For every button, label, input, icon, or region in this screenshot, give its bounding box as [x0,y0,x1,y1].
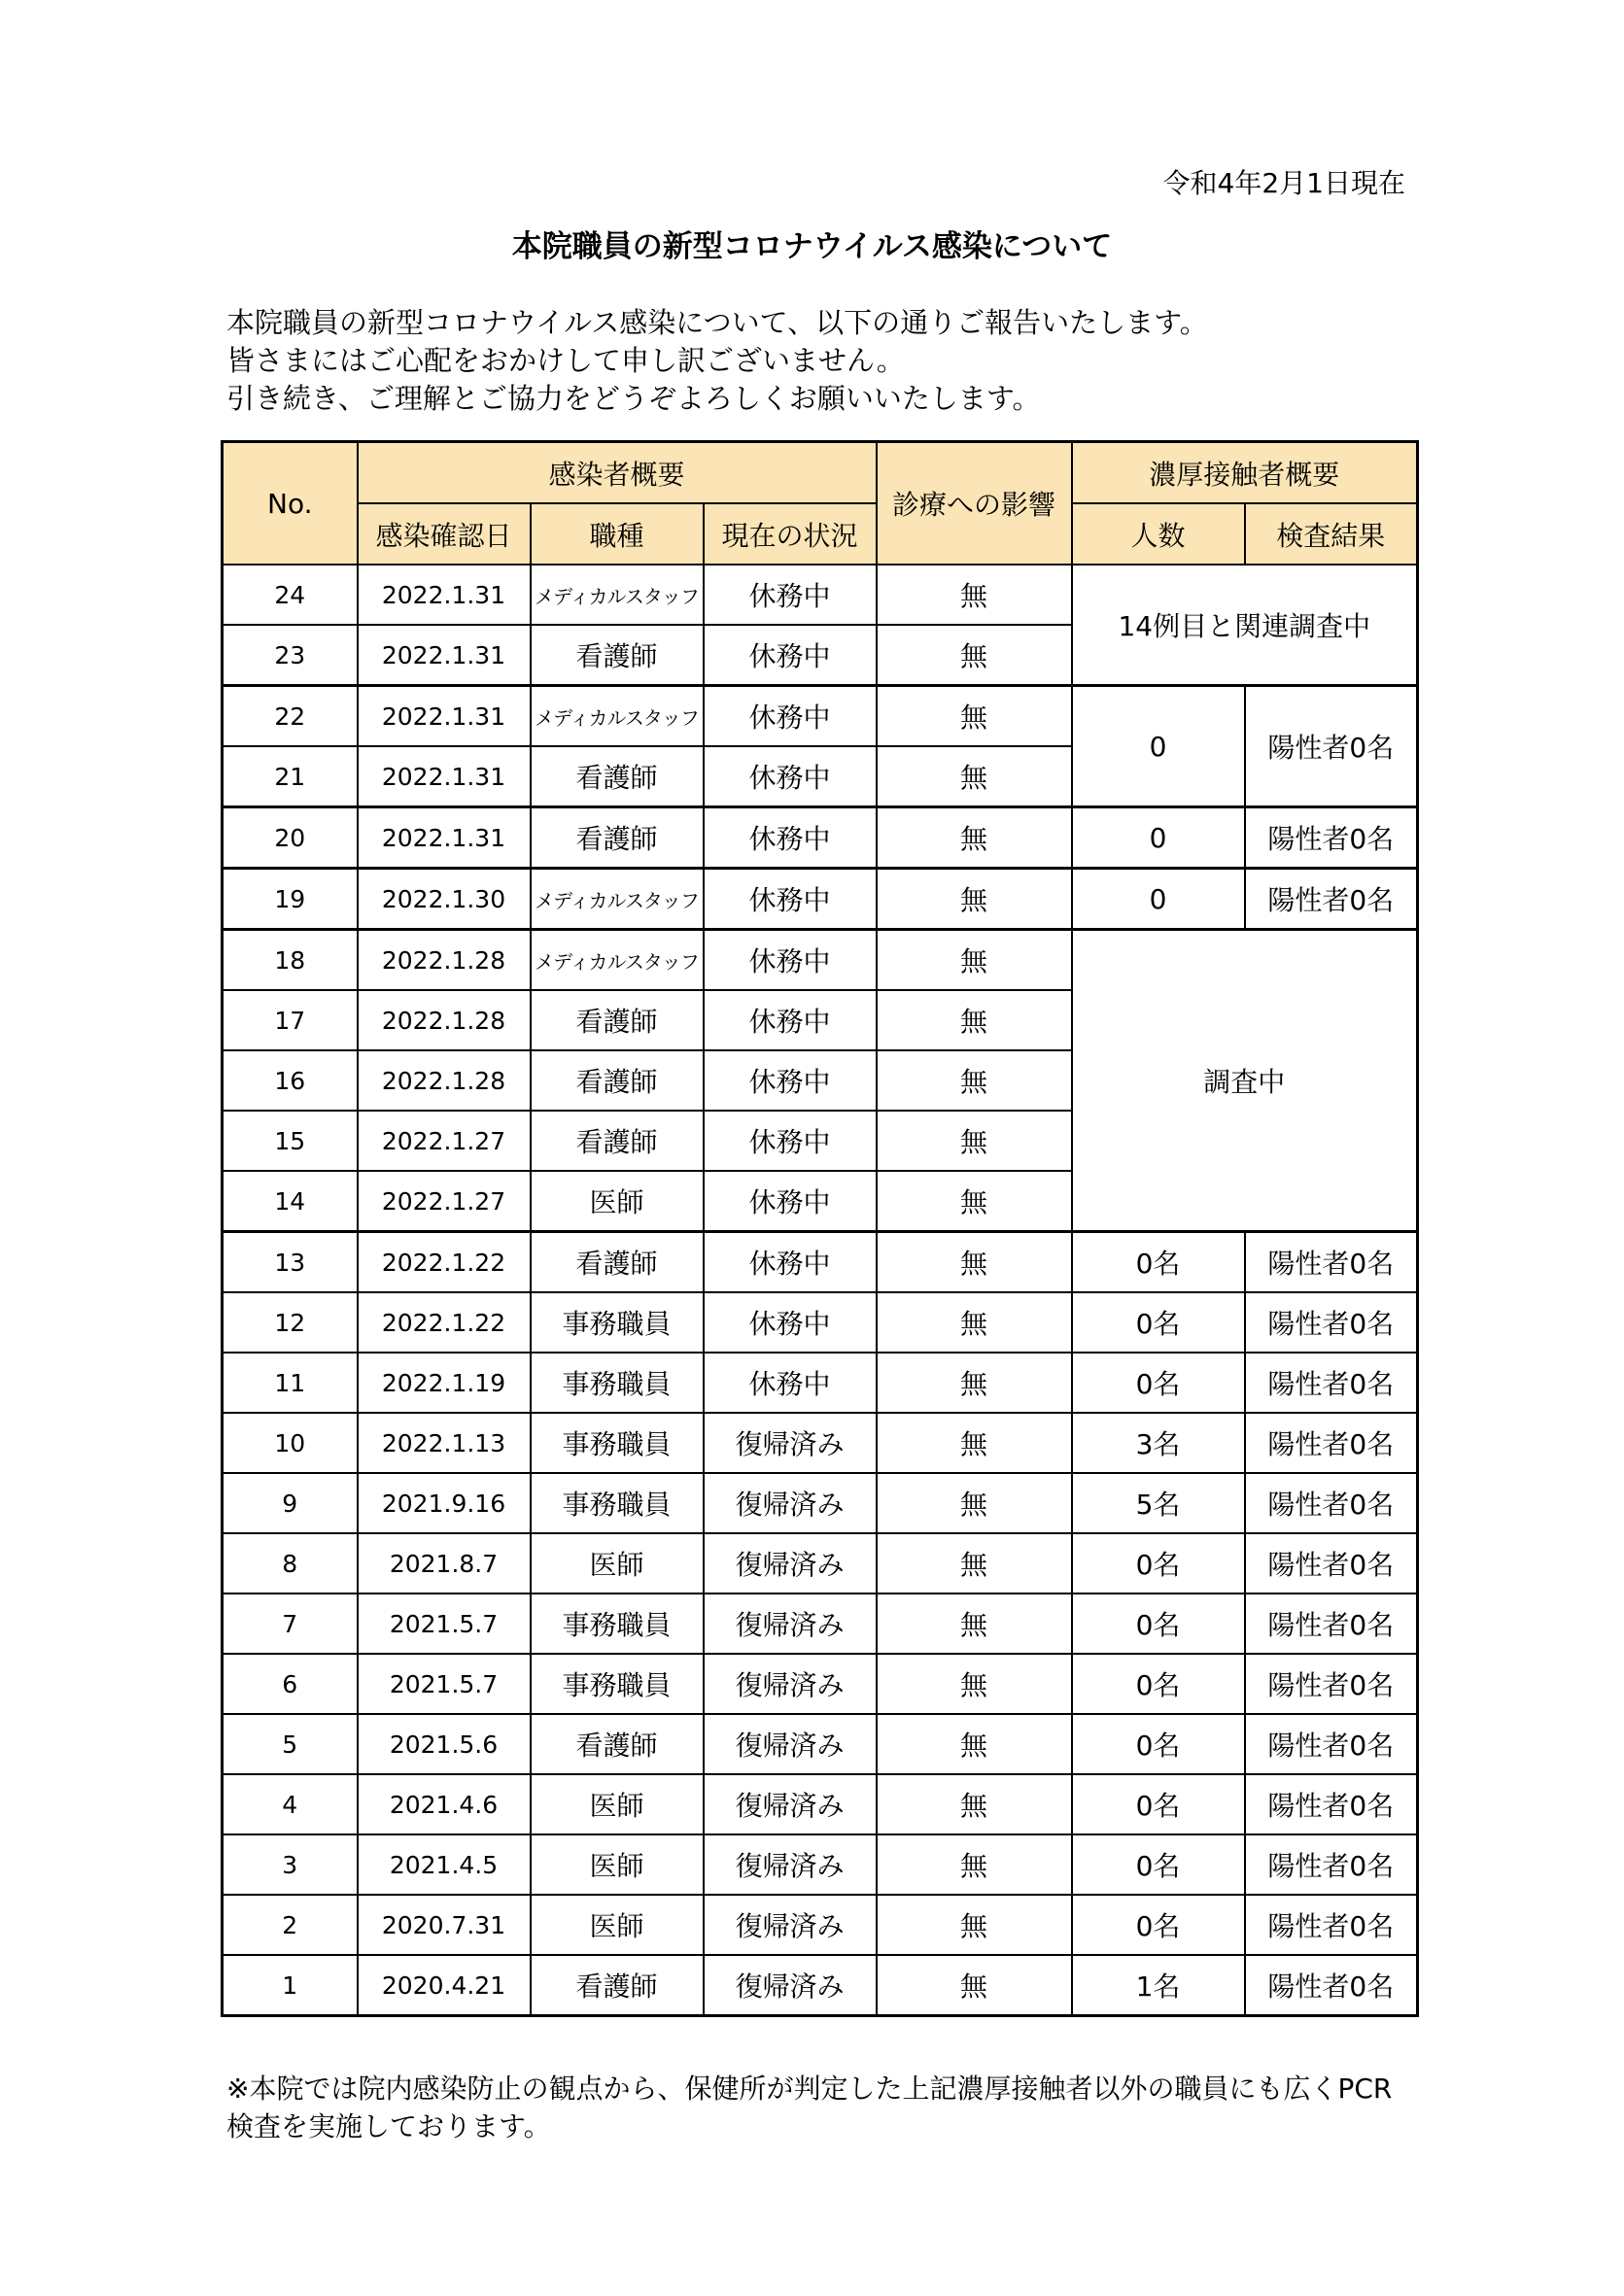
table-row [223,1593,1418,1654]
table-header [223,442,1418,565]
cell-confirm-date: 2022.1.28 [358,930,531,991]
cell-status: 休務中 [704,1050,877,1111]
cell-count: 0名 [1072,1895,1245,1955]
cell-job: 看護師 [531,625,704,686]
cell-count: 0名 [1072,1593,1245,1654]
cell-impact: 無 [877,1171,1072,1232]
cell-result: 陽性者0名 [1245,1955,1418,2016]
cell-count: 3名 [1072,1413,1245,1473]
cell-no: 4 [223,1774,358,1834]
cell-job: 看護師 [531,1111,704,1171]
cell-status: 休務中 [704,1353,877,1413]
cell-impact: 無 [877,746,1072,807]
cell-job: 事務職員 [531,1473,704,1533]
cell-impact: 無 [877,1593,1072,1654]
cell-status: 休務中 [704,807,877,869]
cell-no: 15 [223,1111,358,1171]
header-result: 検査結果 [1245,503,1418,565]
cell-no: 1 [223,1955,358,2016]
cell-count: 1名 [1072,1955,1245,2016]
cell-impact: 無 [877,1473,1072,1533]
header-confirm-date: 感染確認日 [358,503,531,565]
cell-no: 19 [223,869,358,930]
table-row [223,807,1418,869]
cell-no: 17 [223,990,358,1050]
cell-impact: 無 [877,1111,1072,1171]
cell-impact: 無 [877,1834,1072,1895]
cell-result: 陽性者0名 [1245,1593,1418,1654]
cell-status: 復帰済み [704,1955,877,2016]
cell-job: 看護師 [531,990,704,1050]
cell-count: 0名 [1072,1774,1245,1834]
cell-count: 0名 [1072,1834,1245,1895]
cell-confirm-date: 2021.5.7 [358,1593,531,1654]
cell-impact: 無 [877,1232,1072,1293]
cell-result: 陽性者0名 [1245,869,1418,930]
cell-result: 陽性者0名 [1245,1413,1418,1473]
cell-status: 復帰済み [704,1895,877,1955]
cell-contact-merged: 調査中 [1072,930,1418,1232]
cell-confirm-date: 2022.1.31 [358,807,531,869]
cell-confirm-date: 2020.7.31 [358,1895,531,1955]
page-title: 本院職員の新型コロナウイルス感染について [511,229,1113,264]
cell-result: 陽性者0名 [1245,1774,1418,1834]
table-row [223,1232,1418,1293]
cell-job: 事務職員 [531,1292,704,1353]
cell-result: 陽性者0名 [1245,807,1418,869]
cell-job: 医師 [531,1895,704,1955]
cell-confirm-date: 2021.5.6 [358,1714,531,1774]
infection-table [221,440,1419,2017]
cell-confirm-date: 2022.1.31 [358,746,531,807]
cell-no: 20 [223,807,358,869]
cell-impact: 無 [877,1654,1072,1714]
cell-job: 医師 [531,1533,704,1593]
cell-count: 0名 [1072,1654,1245,1714]
cell-confirm-date: 2021.5.7 [358,1654,531,1714]
cell-job: 事務職員 [531,1413,704,1473]
cell-no: 24 [223,565,358,625]
cell-job: 医師 [531,1774,704,1834]
header-job: 職種 [531,503,704,565]
cell-count: 0名 [1072,1292,1245,1353]
cell-status: 休務中 [704,625,877,686]
cell-status: 休務中 [704,869,877,930]
cell-confirm-date: 2022.1.31 [358,686,531,747]
cell-no: 9 [223,1473,358,1533]
cell-no: 23 [223,625,358,686]
cell-result: 陽性者0名 [1245,1232,1418,1293]
cell-status: 復帰済み [704,1593,877,1654]
cell-no: 22 [223,686,358,747]
cell-impact: 無 [877,1955,1072,2016]
cell-count: 0 [1072,807,1245,869]
cell-impact: 無 [877,1413,1072,1473]
footnote: ※本院では院内感染防止の観点から、保健所が判定した上記濃厚接触者以外の職員にも広くPCR検査を実施しております。 [226,2073,1393,2142]
cell-confirm-date: 2022.1.31 [358,565,531,625]
cell-impact: 無 [877,930,1072,991]
cell-status: 復帰済み [704,1834,877,1895]
cell-count: 0名 [1072,1533,1245,1593]
header-no: No. [223,442,358,565]
cell-impact: 無 [877,1774,1072,1834]
header-summary-group: 感染者概要 [358,442,877,504]
table-row [223,1834,1418,1895]
cell-result: 陽性者0名 [1245,1714,1418,1774]
cell-confirm-date: 2022.1.27 [358,1171,531,1232]
header-contact-group: 濃厚接触者概要 [1072,442,1418,504]
cell-status: 休務中 [704,990,877,1050]
cell-job: 医師 [531,1171,704,1232]
intro-line: 皆さまにはご心配をおかけして申し訳ございません。 [226,344,905,377]
cell-impact: 無 [877,1714,1072,1774]
cell-impact: 無 [877,686,1072,747]
cell-no: 2 [223,1895,358,1955]
cell-count: 0名 [1072,1714,1245,1774]
table-row [223,1654,1418,1714]
cell-job: 事務職員 [531,1593,704,1654]
cell-impact: 無 [877,1895,1072,1955]
table-body [223,565,1418,2016]
cell-no: 11 [223,1353,358,1413]
cell-job: 事務職員 [531,1654,704,1714]
cell-confirm-date: 2021.4.5 [358,1834,531,1895]
intro-line: 本院職員の新型コロナウイルス感染について、以下の通りご報告いたします。 [226,306,1208,339]
table-row [223,1292,1418,1353]
cell-no: 8 [223,1533,358,1593]
cell-job: 医師 [531,1834,704,1895]
table-row [223,1895,1418,1955]
cell-confirm-date: 2022.1.13 [358,1413,531,1473]
header-status: 現在の状況 [704,503,877,565]
header-count: 人数 [1072,503,1245,565]
table-row [223,686,1418,747]
cell-no: 10 [223,1413,358,1473]
cell-confirm-date: 2022.1.27 [358,1111,531,1171]
cell-status: 復帰済み [704,1413,877,1473]
cell-status: 復帰済み [704,1533,877,1593]
table-row [223,1533,1418,1593]
cell-impact: 無 [877,807,1072,869]
cell-impact: 無 [877,1353,1072,1413]
cell-no: 13 [223,1232,358,1293]
cell-status: 休務中 [704,1232,877,1293]
table-row [223,1955,1418,2016]
cell-confirm-date: 2022.1.28 [358,990,531,1050]
cell-job: 看護師 [531,1955,704,2016]
cell-contact-merged: 14例目と関連調査中 [1072,565,1418,686]
header-impact: 診療への影響 [877,442,1072,565]
cell-status: 休務中 [704,686,877,747]
intro-line: 引き続き、ご理解とご協力をどうぞよろしくお願いいたします。 [226,382,1041,415]
cell-count: 0 [1072,686,1245,807]
cell-impact: 無 [877,1292,1072,1353]
cell-status: 休務中 [704,930,877,991]
cell-job: メディカルスタッフ [531,869,704,930]
cell-status: 復帰済み [704,1473,877,1533]
cell-count: 0 [1072,869,1245,930]
cell-status: 休務中 [704,1111,877,1171]
cell-impact: 無 [877,1050,1072,1111]
cell-job: メディカルスタッフ [531,565,704,625]
cell-result: 陽性者0名 [1245,1292,1418,1353]
cell-no: 16 [223,1050,358,1111]
cell-job: 看護師 [531,1714,704,1774]
cell-impact: 無 [877,625,1072,686]
table-row [223,930,1418,991]
cell-confirm-date: 2021.4.6 [358,1774,531,1834]
table-row [223,1473,1418,1533]
cell-job: メディカルスタッフ [531,930,704,991]
cell-status: 休務中 [704,1171,877,1232]
cell-no: 5 [223,1714,358,1774]
cell-result: 陽性者0名 [1245,1834,1418,1895]
cell-confirm-date: 2022.1.22 [358,1232,531,1293]
cell-impact: 無 [877,1533,1072,1593]
cell-result: 陽性者0名 [1245,1895,1418,1955]
table-row [223,1353,1418,1413]
cell-status: 休務中 [704,746,877,807]
cell-status: 休務中 [704,565,877,625]
cell-confirm-date: 2020.4.21 [358,1955,531,2016]
cell-status: 復帰済み [704,1654,877,1714]
table-row [223,1714,1418,1774]
cell-confirm-date: 2022.1.19 [358,1353,531,1413]
cell-confirm-date: 2022.1.22 [358,1292,531,1353]
cell-status: 復帰済み [704,1714,877,1774]
cell-no: 18 [223,930,358,991]
cell-impact: 無 [877,869,1072,930]
table-row [223,1413,1418,1473]
intro-text [226,304,1208,418]
cell-confirm-date: 2022.1.28 [358,1050,531,1111]
cell-count: 0名 [1072,1232,1245,1293]
cell-confirm-date: 2022.1.30 [358,869,531,930]
cell-no: 14 [223,1171,358,1232]
cell-job: 看護師 [531,807,704,869]
table-row [223,869,1418,930]
cell-impact: 無 [877,565,1072,625]
cell-job: メディカルスタッフ [531,686,704,747]
cell-job: 看護師 [531,1232,704,1293]
cell-no: 12 [223,1292,358,1353]
cell-result: 陽性者0名 [1245,1654,1418,1714]
cell-status: 復帰済み [704,1774,877,1834]
cell-no: 6 [223,1654,358,1714]
cell-count: 5名 [1072,1473,1245,1533]
cell-confirm-date: 2022.1.31 [358,625,531,686]
cell-job: 看護師 [531,1050,704,1111]
cell-result: 陽性者0名 [1245,1353,1418,1413]
table-row [223,1774,1418,1834]
cell-confirm-date: 2021.8.7 [358,1533,531,1593]
cell-no: 3 [223,1834,358,1895]
cell-job: 看護師 [531,746,704,807]
table-row [223,565,1418,625]
cell-no: 7 [223,1593,358,1654]
cell-no: 21 [223,746,358,807]
cell-count: 0名 [1072,1353,1245,1413]
cell-confirm-date: 2021.9.16 [358,1473,531,1533]
report-date: 令和4年2月1日現在 [1162,167,1405,199]
cell-status: 休務中 [704,1292,877,1353]
cell-job: 事務職員 [531,1353,704,1413]
cell-result: 陽性者0名 [1245,1533,1418,1593]
cell-result: 陽性者0名 [1245,1473,1418,1533]
cell-result: 陽性者0名 [1245,686,1418,807]
cell-impact: 無 [877,990,1072,1050]
